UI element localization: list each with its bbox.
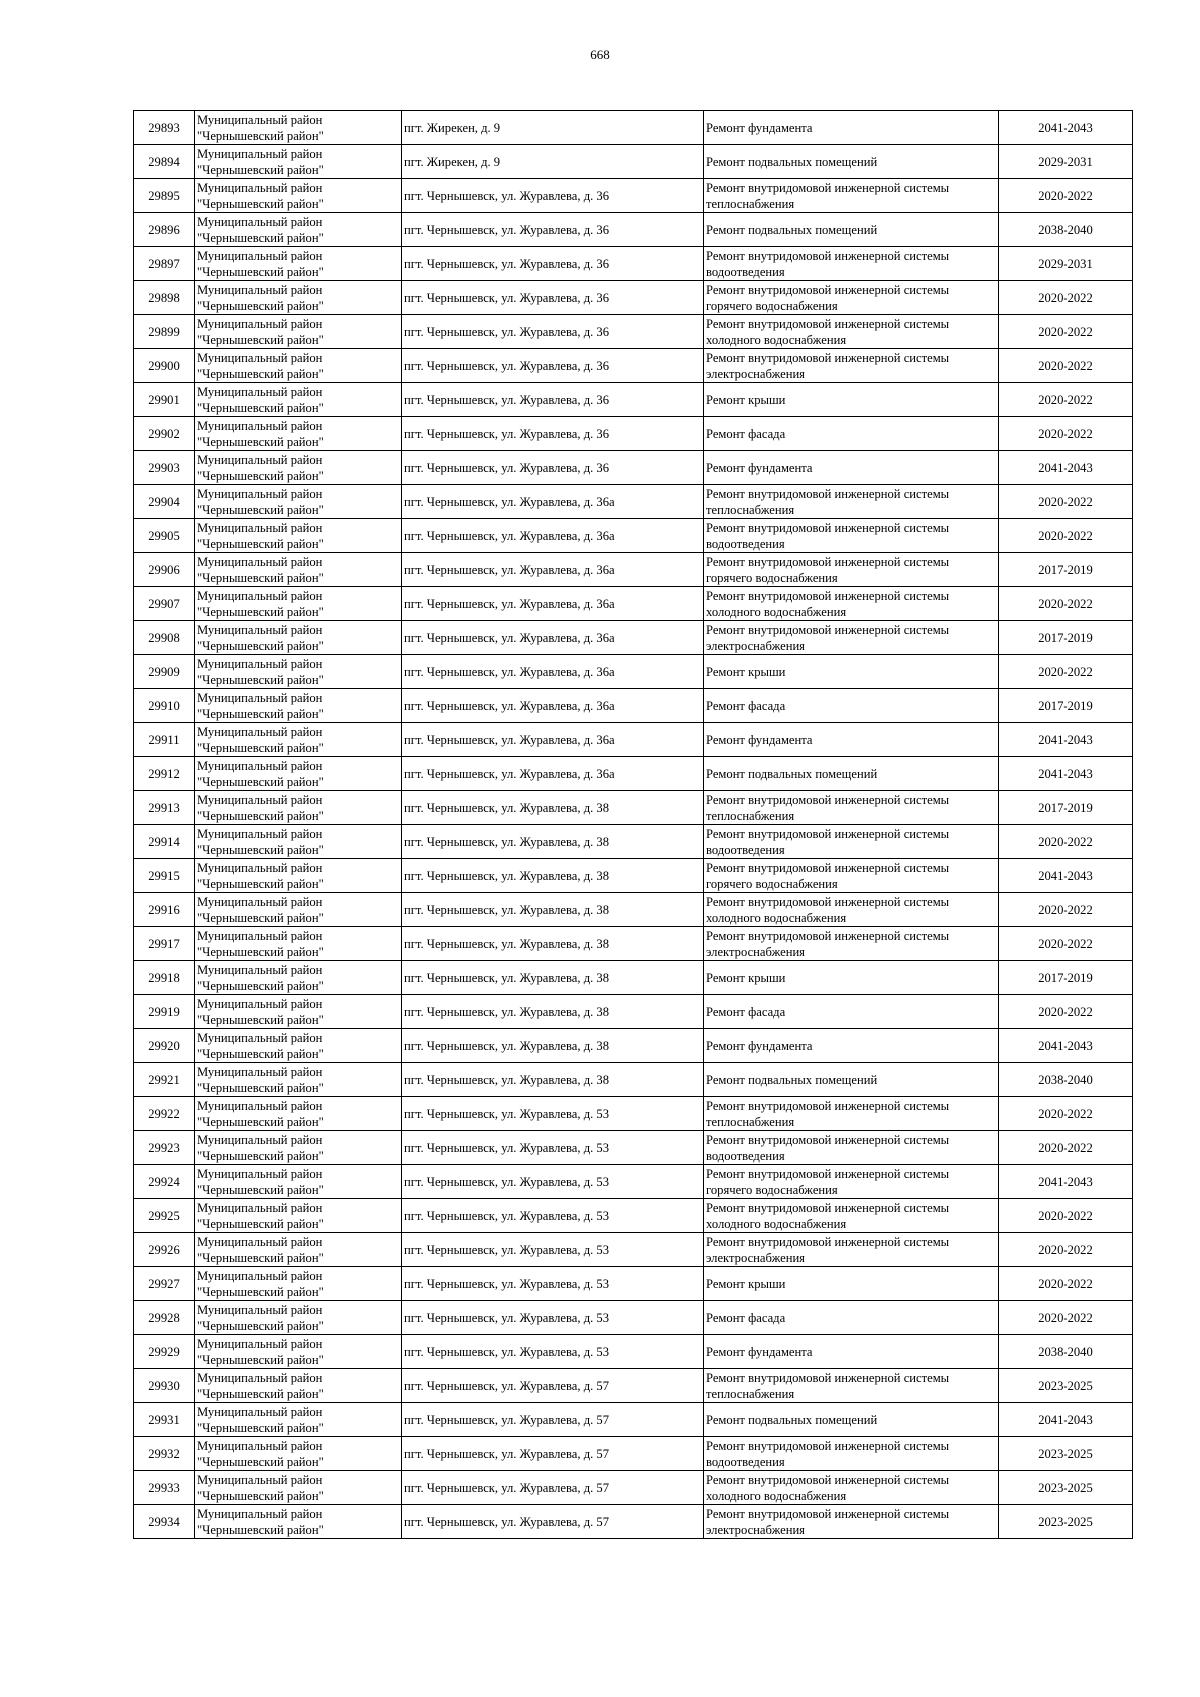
work-type-cell: Ремонт фундамента bbox=[704, 451, 999, 485]
period-cell: 2041-2043 bbox=[999, 1403, 1133, 1437]
municipality-cell: Муниципальный район "Чернышевский район" bbox=[195, 247, 402, 281]
work-type-cell: Ремонт внутридомовой инженерной системы водоотведения bbox=[704, 247, 999, 281]
period-cell: 2020-2022 bbox=[999, 315, 1133, 349]
row-number-cell: 29903 bbox=[134, 451, 195, 485]
row-number-cell: 29901 bbox=[134, 383, 195, 417]
period-cell: 2041-2043 bbox=[999, 757, 1133, 791]
address-cell: пгт. Чернышевск, ул. Журавлева, д. 36а bbox=[402, 485, 704, 519]
address-cell: пгт. Чернышевск, ул. Журавлева, д. 53 bbox=[402, 1131, 704, 1165]
address-cell: пгт. Чернышевск, ул. Журавлева, д. 53 bbox=[402, 1335, 704, 1369]
municipality-cell: Муниципальный район "Чернышевский район" bbox=[195, 927, 402, 961]
period-cell: 2041-2043 bbox=[999, 451, 1133, 485]
work-type-cell: Ремонт внутридомовой инженерной системы холодного водоснабжения bbox=[704, 1199, 999, 1233]
municipality-cell: Муниципальный район "Чернышевский район" bbox=[195, 995, 402, 1029]
address-cell: пгт. Чернышевск, ул. Журавлева, д. 38 bbox=[402, 893, 704, 927]
table-row bbox=[134, 859, 1133, 893]
municipality-cell: Муниципальный район "Чернышевский район" bbox=[195, 213, 402, 247]
table-row bbox=[134, 1335, 1133, 1369]
period-cell: 2020-2022 bbox=[999, 927, 1133, 961]
work-type-cell: Ремонт крыши bbox=[704, 655, 999, 689]
municipality-cell: Муниципальный район "Чернышевский район" bbox=[195, 825, 402, 859]
row-number-cell: 29916 bbox=[134, 893, 195, 927]
table-row bbox=[134, 519, 1133, 553]
period-cell: 2041-2043 bbox=[999, 1165, 1133, 1199]
period-cell: 2017-2019 bbox=[999, 553, 1133, 587]
address-cell: пгт. Чернышевск, ул. Журавлева, д. 38 bbox=[402, 961, 704, 995]
row-number-cell: 29894 bbox=[134, 145, 195, 179]
work-type-cell: Ремонт внутридомовой инженерной системы горячего водоснабжения bbox=[704, 281, 999, 315]
page-number: 668 bbox=[590, 47, 610, 62]
work-type-cell: Ремонт внутридомовой инженерной системы холодного водоснабжения bbox=[704, 315, 999, 349]
period-cell: 2020-2022 bbox=[999, 417, 1133, 451]
period-cell: 2020-2022 bbox=[999, 1199, 1133, 1233]
work-type-cell: Ремонт крыши bbox=[704, 383, 999, 417]
work-type-cell: Ремонт фундамента bbox=[704, 1335, 999, 1369]
municipality-cell: Муниципальный район "Чернышевский район" bbox=[195, 1335, 402, 1369]
table-row bbox=[134, 485, 1133, 519]
address-cell: пгт. Чернышевск, ул. Журавлева, д. 36 bbox=[402, 417, 704, 451]
row-number-cell: 29921 bbox=[134, 1063, 195, 1097]
period-cell: 2020-2022 bbox=[999, 825, 1133, 859]
address-cell: пгт. Чернышевск, ул. Журавлева, д. 36 bbox=[402, 281, 704, 315]
row-number-cell: 29928 bbox=[134, 1301, 195, 1335]
municipality-cell: Муниципальный район "Чернышевский район" bbox=[195, 1233, 402, 1267]
table-row bbox=[134, 315, 1133, 349]
table-row bbox=[134, 1471, 1133, 1505]
row-number-cell: 29932 bbox=[134, 1437, 195, 1471]
municipality-cell: Муниципальный район "Чернышевский район" bbox=[195, 791, 402, 825]
address-cell: пгт. Чернышевск, ул. Журавлева, д. 53 bbox=[402, 1199, 704, 1233]
work-type-cell: Ремонт внутридомовой инженерной системы теплоснабжения bbox=[704, 1369, 999, 1403]
municipality-cell: Муниципальный район "Чернышевский район" bbox=[195, 1063, 402, 1097]
address-cell: пгт. Чернышевск, ул. Журавлева, д. 36 bbox=[402, 383, 704, 417]
table-row bbox=[134, 1165, 1133, 1199]
municipality-cell: Муниципальный район "Чернышевский район" bbox=[195, 1403, 402, 1437]
row-number-cell: 29913 bbox=[134, 791, 195, 825]
period-cell: 2020-2022 bbox=[999, 655, 1133, 689]
address-cell: пгт. Чернышевск, ул. Журавлева, д. 36а bbox=[402, 655, 704, 689]
table-body bbox=[134, 111, 1133, 1539]
address-cell: пгт. Чернышевск, ул. Журавлева, д. 57 bbox=[402, 1505, 704, 1539]
work-type-cell: Ремонт внутридомовой инженерной системы водоотведения bbox=[704, 1131, 999, 1165]
municipality-cell: Муниципальный район "Чернышевский район" bbox=[195, 1097, 402, 1131]
work-type-cell: Ремонт внутридомовой инженерной системы холодного водоснабжения bbox=[704, 893, 999, 927]
municipality-cell: Муниципальный район "Чернышевский район" bbox=[195, 621, 402, 655]
address-cell: пгт. Чернышевск, ул. Журавлева, д. 36а bbox=[402, 723, 704, 757]
municipality-cell: Муниципальный район "Чернышевский район" bbox=[195, 1471, 402, 1505]
table-row bbox=[134, 825, 1133, 859]
row-number-cell: 29893 bbox=[134, 111, 195, 145]
period-cell: 2020-2022 bbox=[999, 1233, 1133, 1267]
work-type-cell: Ремонт внутридомовой инженерной системы водоотведения bbox=[704, 825, 999, 859]
municipality-cell: Муниципальный район "Чернышевский район" bbox=[195, 1301, 402, 1335]
municipality-cell: Муниципальный район "Чернышевский район" bbox=[195, 111, 402, 145]
row-number-cell: 29926 bbox=[134, 1233, 195, 1267]
row-number-cell: 29896 bbox=[134, 213, 195, 247]
table-row bbox=[134, 1199, 1133, 1233]
table-row bbox=[134, 111, 1133, 145]
work-type-cell: Ремонт внутридомовой инженерной системы теплоснабжения bbox=[704, 791, 999, 825]
address-cell: пгт. Чернышевск, ул. Журавлева, д. 38 bbox=[402, 1029, 704, 1063]
table-row bbox=[134, 1505, 1133, 1539]
table-row bbox=[134, 145, 1133, 179]
row-number-cell: 29907 bbox=[134, 587, 195, 621]
period-cell: 2041-2043 bbox=[999, 111, 1133, 145]
repair-schedule-table bbox=[133, 110, 1133, 1539]
row-number-cell: 29895 bbox=[134, 179, 195, 213]
municipality-cell: Муниципальный район "Чернышевский район" bbox=[195, 417, 402, 451]
municipality-cell: Муниципальный район "Чернышевский район" bbox=[195, 315, 402, 349]
address-cell: пгт. Чернышевск, ул. Журавлева, д. 36 bbox=[402, 213, 704, 247]
work-type-cell: Ремонт крыши bbox=[704, 961, 999, 995]
period-cell: 2041-2043 bbox=[999, 723, 1133, 757]
row-number-cell: 29914 bbox=[134, 825, 195, 859]
row-number-cell: 29912 bbox=[134, 757, 195, 791]
address-cell: пгт. Чернышевск, ул. Журавлева, д. 53 bbox=[402, 1301, 704, 1335]
table-row bbox=[134, 723, 1133, 757]
row-number-cell: 29910 bbox=[134, 689, 195, 723]
period-cell: 2020-2022 bbox=[999, 179, 1133, 213]
work-type-cell: Ремонт внутридомовой инженерной системы горячего водоснабжения bbox=[704, 553, 999, 587]
table-row bbox=[134, 451, 1133, 485]
municipality-cell: Муниципальный район "Чернышевский район" bbox=[195, 1165, 402, 1199]
work-type-cell: Ремонт внутридомовой инженерной системы электроснабжения bbox=[704, 1505, 999, 1539]
table-row bbox=[134, 1301, 1133, 1335]
address-cell: пгт. Чернышевск, ул. Журавлева, д. 38 bbox=[402, 995, 704, 1029]
address-cell: пгт. Чернышевск, ул. Журавлева, д. 53 bbox=[402, 1165, 704, 1199]
municipality-cell: Муниципальный район "Чернышевский район" bbox=[195, 1199, 402, 1233]
period-cell: 2020-2022 bbox=[999, 1267, 1133, 1301]
work-type-cell: Ремонт подвальных помещений bbox=[704, 1063, 999, 1097]
table-row bbox=[134, 349, 1133, 383]
work-type-cell: Ремонт внутридомовой инженерной системы горячего водоснабжения bbox=[704, 1165, 999, 1199]
work-type-cell: Ремонт фундамента bbox=[704, 111, 999, 145]
address-cell: пгт. Чернышевск, ул. Журавлева, д. 53 bbox=[402, 1267, 704, 1301]
address-cell: пгт. Чернышевск, ул. Журавлева, д. 57 bbox=[402, 1471, 704, 1505]
municipality-cell: Муниципальный район "Чернышевский район" bbox=[195, 757, 402, 791]
municipality-cell: Муниципальный район "Чернышевский район" bbox=[195, 349, 402, 383]
municipality-cell: Муниципальный район "Чернышевский район" bbox=[195, 519, 402, 553]
table-row bbox=[134, 1233, 1133, 1267]
table-row bbox=[134, 1267, 1133, 1301]
period-cell: 2029-2031 bbox=[999, 145, 1133, 179]
row-number-cell: 29902 bbox=[134, 417, 195, 451]
address-cell: пгт. Чернышевск, ул. Журавлева, д. 36 bbox=[402, 315, 704, 349]
table-row bbox=[134, 1131, 1133, 1165]
period-cell: 2020-2022 bbox=[999, 1301, 1133, 1335]
municipality-cell: Муниципальный район "Чернышевский район" bbox=[195, 1131, 402, 1165]
period-cell: 2020-2022 bbox=[999, 1131, 1133, 1165]
row-number-cell: 29909 bbox=[134, 655, 195, 689]
period-cell: 2041-2043 bbox=[999, 1029, 1133, 1063]
table-row bbox=[134, 179, 1133, 213]
period-cell: 2020-2022 bbox=[999, 383, 1133, 417]
work-type-cell: Ремонт внутридомовой инженерной системы электроснабжения bbox=[704, 349, 999, 383]
row-number-cell: 29934 bbox=[134, 1505, 195, 1539]
municipality-cell: Муниципальный район "Чернышевский район" bbox=[195, 723, 402, 757]
period-cell: 2041-2043 bbox=[999, 859, 1133, 893]
period-cell: 2020-2022 bbox=[999, 1097, 1133, 1131]
address-cell: пгт. Чернышевск, ул. Журавлева, д. 53 bbox=[402, 1233, 704, 1267]
address-cell: пгт. Жирекен, д. 9 bbox=[402, 145, 704, 179]
address-cell: пгт. Чернышевск, ул. Журавлева, д. 36а bbox=[402, 553, 704, 587]
work-type-cell: Ремонт фасада bbox=[704, 689, 999, 723]
address-cell: пгт. Чернышевск, ул. Журавлева, д. 38 bbox=[402, 927, 704, 961]
period-cell: 2029-2031 bbox=[999, 247, 1133, 281]
period-cell: 2020-2022 bbox=[999, 995, 1133, 1029]
municipality-cell: Муниципальный район "Чернышевский район" bbox=[195, 1369, 402, 1403]
table-row bbox=[134, 655, 1133, 689]
address-cell: пгт. Чернышевск, ул. Журавлева, д. 38 bbox=[402, 859, 704, 893]
municipality-cell: Муниципальный район "Чернышевский район" bbox=[195, 485, 402, 519]
table-row bbox=[134, 587, 1133, 621]
address-cell: пгт. Чернышевск, ул. Журавлева, д. 36 bbox=[402, 179, 704, 213]
work-type-cell: Ремонт внутридомовой инженерной системы теплоснабжения bbox=[704, 1097, 999, 1131]
table-row bbox=[134, 213, 1133, 247]
table-row bbox=[134, 417, 1133, 451]
address-cell: пгт. Чернышевск, ул. Журавлева, д. 36а bbox=[402, 689, 704, 723]
row-number-cell: 29922 bbox=[134, 1097, 195, 1131]
work-type-cell: Ремонт внутридомовой инженерной системы электроснабжения bbox=[704, 927, 999, 961]
table-row bbox=[134, 1097, 1133, 1131]
period-cell: 2023-2025 bbox=[999, 1471, 1133, 1505]
row-number-cell: 29929 bbox=[134, 1335, 195, 1369]
row-number-cell: 29918 bbox=[134, 961, 195, 995]
work-type-cell: Ремонт внутридомовой инженерной системы холодного водоснабжения bbox=[704, 1471, 999, 1505]
table-row bbox=[134, 553, 1133, 587]
work-type-cell: Ремонт фасада bbox=[704, 1301, 999, 1335]
row-number-cell: 29900 bbox=[134, 349, 195, 383]
table-row bbox=[134, 247, 1133, 281]
table-row bbox=[134, 383, 1133, 417]
table-row bbox=[134, 281, 1133, 315]
row-number-cell: 29924 bbox=[134, 1165, 195, 1199]
work-type-cell: Ремонт внутридомовой инженерной системы электроснабжения bbox=[704, 621, 999, 655]
row-number-cell: 29933 bbox=[134, 1471, 195, 1505]
table-row bbox=[134, 893, 1133, 927]
municipality-cell: Муниципальный район "Чернышевский район" bbox=[195, 1267, 402, 1301]
work-type-cell: Ремонт подвальных помещений bbox=[704, 757, 999, 791]
municipality-cell: Муниципальный район "Чернышевский район" bbox=[195, 689, 402, 723]
municipality-cell: Муниципальный район "Чернышевский район" bbox=[195, 1437, 402, 1471]
address-cell: пгт. Чернышевск, ул. Журавлева, д. 36 bbox=[402, 451, 704, 485]
period-cell: 2020-2022 bbox=[999, 485, 1133, 519]
address-cell: пгт. Чернышевск, ул. Журавлева, д. 53 bbox=[402, 1097, 704, 1131]
municipality-cell: Муниципальный район "Чернышевский район" bbox=[195, 179, 402, 213]
table-row bbox=[134, 927, 1133, 961]
municipality-cell: Муниципальный район "Чернышевский район" bbox=[195, 655, 402, 689]
work-type-cell: Ремонт внутридомовой инженерной системы холодного водоснабжения bbox=[704, 587, 999, 621]
row-number-cell: 29925 bbox=[134, 1199, 195, 1233]
row-number-cell: 29908 bbox=[134, 621, 195, 655]
row-number-cell: 29920 bbox=[134, 1029, 195, 1063]
row-number-cell: 29911 bbox=[134, 723, 195, 757]
work-type-cell: Ремонт внутридомовой инженерной системы теплоснабжения bbox=[704, 485, 999, 519]
row-number-cell: 29931 bbox=[134, 1403, 195, 1437]
work-type-cell: Ремонт фундамента bbox=[704, 723, 999, 757]
table-row bbox=[134, 757, 1133, 791]
row-number-cell: 29930 bbox=[134, 1369, 195, 1403]
table-row bbox=[134, 1063, 1133, 1097]
period-cell: 2020-2022 bbox=[999, 519, 1133, 553]
municipality-cell: Муниципальный район "Чернышевский район" bbox=[195, 859, 402, 893]
table-row bbox=[134, 621, 1133, 655]
row-number-cell: 29898 bbox=[134, 281, 195, 315]
municipality-cell: Муниципальный район "Чернышевский район" bbox=[195, 587, 402, 621]
work-type-cell: Ремонт внутридомовой инженерной системы водоотведения bbox=[704, 1437, 999, 1471]
period-cell: 2017-2019 bbox=[999, 621, 1133, 655]
row-number-cell: 29904 bbox=[134, 485, 195, 519]
work-type-cell: Ремонт подвальных помещений bbox=[704, 1403, 999, 1437]
work-type-cell: Ремонт внутридомовой инженерной системы горячего водоснабжения bbox=[704, 859, 999, 893]
table-row bbox=[134, 961, 1133, 995]
address-cell: пгт. Чернышевск, ул. Журавлева, д. 38 bbox=[402, 1063, 704, 1097]
address-cell: пгт. Жирекен, д. 9 bbox=[402, 111, 704, 145]
period-cell: 2020-2022 bbox=[999, 893, 1133, 927]
row-number-cell: 29927 bbox=[134, 1267, 195, 1301]
work-type-cell: Ремонт фасада bbox=[704, 995, 999, 1029]
address-cell: пгт. Чернышевск, ул. Журавлева, д. 38 bbox=[402, 791, 704, 825]
work-type-cell: Ремонт крыши bbox=[704, 1267, 999, 1301]
municipality-cell: Муниципальный район "Чернышевский район" bbox=[195, 893, 402, 927]
address-cell: пгт. Чернышевск, ул. Журавлева, д. 38 bbox=[402, 825, 704, 859]
period-cell: 2023-2025 bbox=[999, 1505, 1133, 1539]
table-row bbox=[134, 1369, 1133, 1403]
work-type-cell: Ремонт внутридомовой инженерной системы водоотведения bbox=[704, 519, 999, 553]
table-row bbox=[134, 1437, 1133, 1471]
work-type-cell: Ремонт внутридомовой инженерной системы теплоснабжения bbox=[704, 179, 999, 213]
period-cell: 2020-2022 bbox=[999, 349, 1133, 383]
table-row bbox=[134, 1029, 1133, 1063]
row-number-cell: 29905 bbox=[134, 519, 195, 553]
address-cell: пгт. Чернышевск, ул. Журавлева, д. 57 bbox=[402, 1369, 704, 1403]
period-cell: 2038-2040 bbox=[999, 213, 1133, 247]
address-cell: пгт. Чернышевск, ул. Журавлева, д. 36а bbox=[402, 621, 704, 655]
table-row bbox=[134, 689, 1133, 723]
work-type-cell: Ремонт подвальных помещений bbox=[704, 145, 999, 179]
period-cell: 2023-2025 bbox=[999, 1369, 1133, 1403]
address-cell: пгт. Чернышевск, ул. Журавлева, д. 57 bbox=[402, 1403, 704, 1437]
work-type-cell: Ремонт внутридомовой инженерной системы электроснабжения bbox=[704, 1233, 999, 1267]
row-number-cell: 29917 bbox=[134, 927, 195, 961]
address-cell: пгт. Чернышевск, ул. Журавлева, д. 36 bbox=[402, 349, 704, 383]
municipality-cell: Муниципальный район "Чернышевский район" bbox=[195, 145, 402, 179]
period-cell: 2038-2040 bbox=[999, 1335, 1133, 1369]
period-cell: 2020-2022 bbox=[999, 281, 1133, 315]
row-number-cell: 29897 bbox=[134, 247, 195, 281]
period-cell: 2038-2040 bbox=[999, 1063, 1133, 1097]
work-type-cell: Ремонт фундамента bbox=[704, 1029, 999, 1063]
municipality-cell: Муниципальный район "Чернышевский район" bbox=[195, 553, 402, 587]
work-type-cell: Ремонт фасада bbox=[704, 417, 999, 451]
municipality-cell: Муниципальный район "Чернышевский район" bbox=[195, 1505, 402, 1539]
work-type-cell: Ремонт подвальных помещений bbox=[704, 213, 999, 247]
row-number-cell: 29899 bbox=[134, 315, 195, 349]
row-number-cell: 29919 bbox=[134, 995, 195, 1029]
row-number-cell: 29915 bbox=[134, 859, 195, 893]
municipality-cell: Муниципальный район "Чернышевский район" bbox=[195, 383, 402, 417]
table-row bbox=[134, 791, 1133, 825]
period-cell: 2017-2019 bbox=[999, 791, 1133, 825]
municipality-cell: Муниципальный район "Чернышевский район" bbox=[195, 451, 402, 485]
address-cell: пгт. Чернышевск, ул. Журавлева, д. 36 bbox=[402, 247, 704, 281]
period-cell: 2020-2022 bbox=[999, 587, 1133, 621]
table-row bbox=[134, 1403, 1133, 1437]
row-number-cell: 29906 bbox=[134, 553, 195, 587]
row-number-cell: 29923 bbox=[134, 1131, 195, 1165]
period-cell: 2023-2025 bbox=[999, 1437, 1133, 1471]
address-cell: пгт. Чернышевск, ул. Журавлева, д. 36а bbox=[402, 587, 704, 621]
period-cell: 2017-2019 bbox=[999, 961, 1133, 995]
table-row bbox=[134, 995, 1133, 1029]
address-cell: пгт. Чернышевск, ул. Журавлева, д. 57 bbox=[402, 1437, 704, 1471]
address-cell: пгт. Чернышевск, ул. Журавлева, д. 36а bbox=[402, 757, 704, 791]
address-cell: пгт. Чернышевск, ул. Журавлева, д. 36а bbox=[402, 519, 704, 553]
municipality-cell: Муниципальный район "Чернышевский район" bbox=[195, 1029, 402, 1063]
municipality-cell: Муниципальный район "Чернышевский район" bbox=[195, 961, 402, 995]
period-cell: 2017-2019 bbox=[999, 689, 1133, 723]
municipality-cell: Муниципальный район "Чернышевский район" bbox=[195, 281, 402, 315]
